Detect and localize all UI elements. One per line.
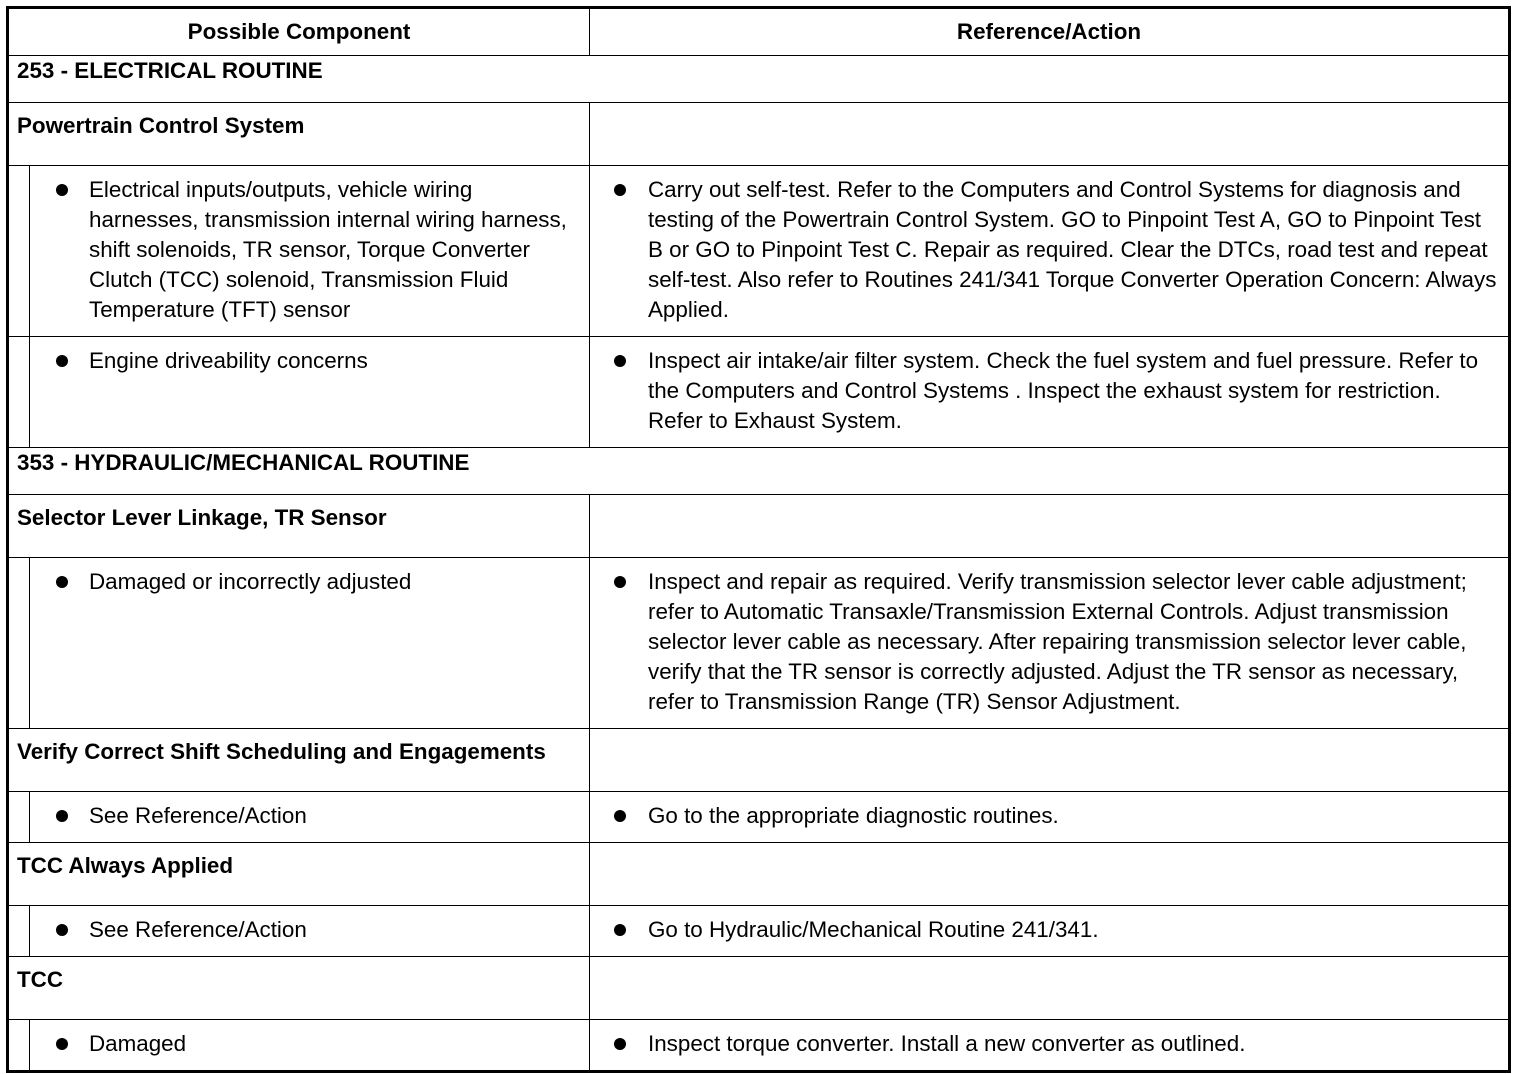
action-text: Go to Hydraulic/Mechanical Routine 241/341.: [648, 917, 1099, 942]
component-bullet-item: [30, 346, 579, 376]
action-bullet-item: [590, 801, 1498, 831]
header-possible-component: Possible Component: [8, 8, 590, 56]
component-bullet-item: [30, 915, 579, 945]
component-cell: [30, 337, 590, 448]
component-text: Electrical inputs/outputs, vehicle wiring harnesses, transmission internal wiring harness, shift solenoids, TR sensor, Torque Converter Clutch (TCC) solenoid, Transmission Fluid Temperature (TFT) sensor: [89, 177, 567, 322]
bullet-icon: [614, 810, 626, 822]
action-cell: [590, 1020, 1510, 1072]
action-text: Inspect air intake/air filter system. Check the fuel system and fuel pressure. Refer to the Computers and Control Systems . Inspect the exhaust system for restriction. Refer to Exhaust System.: [648, 348, 1479, 433]
table-row: [8, 558, 1510, 729]
action-text: Inspect and repair as required. Verify transmission selector lever cable adjustment; refer to Automatic Transaxle/Transmission External Controls. Adjust transmission selector lever cable as necessary. After repairing transmission selector lever cable, verify that the TR sensor is correctly adjusted. Adjust the TR sensor as necessary, refer to Transmission Range (TR) Sensor Adjustment.: [648, 569, 1467, 714]
table-body: [8, 56, 1510, 1072]
group-row: [8, 843, 1510, 906]
component-cell: [30, 792, 590, 843]
bullet-icon: [56, 810, 68, 822]
action-bullet-item: [590, 1029, 1498, 1059]
indent-cell: [8, 558, 30, 729]
group-row: [8, 495, 1510, 558]
indent-cell: [8, 906, 30, 957]
indent-cell: [8, 792, 30, 843]
table-row: [8, 792, 1510, 843]
bullet-icon: [56, 924, 68, 936]
table-row: [8, 906, 1510, 957]
diagnostic-table: [6, 6, 1511, 1073]
component-text: See Reference/Action: [89, 917, 307, 942]
action-text: Go to the appropriate diagnostic routines.: [648, 803, 1059, 828]
action-text: Carry out self-test. Refer to the Computers and Control Systems for diagnosis and testing of the Powertrain Control System. GO to Pinpoint Test A, GO to Pinpoint Test B or GO to Pinpoint Test C. Repair as required. Clear the DTCs, road test and repeat self-test. Also refer to Routines 241/341 Torque Converter Operation Concern: Always Applied.: [648, 177, 1497, 322]
action-cell: [590, 166, 1510, 337]
component-text: Damaged or incorrectly adjusted: [89, 569, 412, 594]
component-bullet-item: [30, 567, 579, 597]
group-name: TCC Always Applied: [8, 843, 590, 906]
indent-cell: [8, 166, 30, 337]
component-text: Engine driveability concerns: [89, 348, 368, 373]
component-cell: [30, 166, 590, 337]
bullet-icon: [614, 355, 626, 367]
group-action-empty: [590, 103, 1510, 166]
bullet-icon: [56, 184, 68, 196]
bullet-icon: [614, 184, 626, 196]
component-text: Damaged: [89, 1031, 187, 1056]
section-title: 253 - ELECTRICAL ROUTINE: [8, 56, 1510, 103]
group-action-empty: [590, 843, 1510, 906]
component-bullet-item: [30, 1029, 579, 1059]
header-reference-action: Reference/Action: [590, 8, 1510, 56]
action-cell: [590, 792, 1510, 843]
group-name: Powertrain Control System: [8, 103, 590, 166]
table-row: [8, 1020, 1510, 1072]
action-bullet-item: [590, 915, 1498, 945]
group-row: [8, 729, 1510, 792]
table-row: [8, 166, 1510, 337]
action-bullet-item: [590, 346, 1498, 436]
group-name: Selector Lever Linkage, TR Sensor: [8, 495, 590, 558]
component-bullet-item: [30, 801, 579, 831]
group-name: TCC: [8, 957, 590, 1020]
component-cell: [30, 906, 590, 957]
indent-cell: [8, 337, 30, 448]
action-cell: [590, 337, 1510, 448]
table-header-row: [8, 8, 1510, 56]
group-name: Verify Correct Shift Scheduling and Engagements: [8, 729, 590, 792]
component-cell: [30, 558, 590, 729]
table-row: [8, 337, 1510, 448]
component-cell: [30, 1020, 590, 1072]
component-bullet-item: [30, 175, 579, 325]
bullet-icon: [614, 1038, 626, 1050]
action-cell: [590, 906, 1510, 957]
group-action-empty: [590, 495, 1510, 558]
action-text: Inspect torque converter. Install a new converter as outlined.: [648, 1031, 1246, 1056]
group-action-empty: [590, 729, 1510, 792]
indent-cell: [8, 1020, 30, 1072]
action-bullet-item: [590, 175, 1498, 325]
bullet-icon: [56, 355, 68, 367]
bullet-icon: [56, 1038, 68, 1050]
component-text: See Reference/Action: [89, 803, 307, 828]
action-bullet-item: [590, 567, 1498, 717]
section-title: 353 - HYDRAULIC/MECHANICAL ROUTINE: [8, 448, 1510, 495]
section-row: [8, 56, 1510, 103]
group-row: [8, 103, 1510, 166]
bullet-icon: [614, 576, 626, 588]
bullet-icon: [56, 576, 68, 588]
section-row: [8, 448, 1510, 495]
action-cell: [590, 558, 1510, 729]
group-action-empty: [590, 957, 1510, 1020]
bullet-icon: [614, 924, 626, 936]
group-row: [8, 957, 1510, 1020]
